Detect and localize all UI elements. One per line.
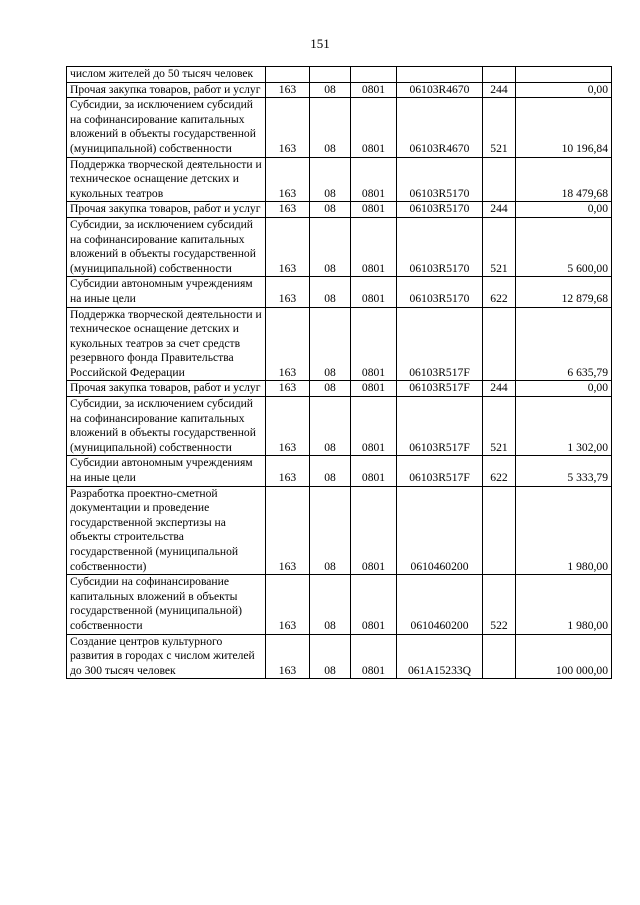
row-ministry-code: 163 bbox=[266, 634, 310, 679]
row-expense-type-code: 522 bbox=[483, 575, 516, 634]
row-expense-type-code: 244 bbox=[483, 82, 516, 98]
row-ministry-code: 163 bbox=[266, 157, 310, 202]
row-expense-type-code: 521 bbox=[483, 397, 516, 456]
row-subsection-code bbox=[351, 67, 397, 83]
row-name: Создание центров культурного развития в городах с числом жителей до 300 тысяч человек bbox=[67, 634, 266, 679]
row-ministry-code: 163 bbox=[266, 217, 310, 276]
row-expense-type-code: 521 bbox=[483, 217, 516, 276]
row-expense-type-code: 622 bbox=[483, 456, 516, 486]
row-name: Прочая закупка товаров, работ и услуг bbox=[67, 82, 266, 98]
row-section-code: 08 bbox=[310, 157, 351, 202]
table-row bbox=[67, 634, 612, 679]
row-target-code: 06103R4670 bbox=[397, 82, 483, 98]
table-row bbox=[67, 67, 612, 83]
row-ministry-code bbox=[266, 67, 310, 83]
row-amount: 18 479,68 bbox=[516, 157, 612, 202]
row-expense-type-code bbox=[483, 307, 516, 381]
row-name: Прочая закупка товаров, работ и услуг bbox=[67, 381, 266, 397]
table-row bbox=[67, 217, 612, 276]
row-ministry-code: 163 bbox=[266, 575, 310, 634]
row-target-code: 06103R5170 bbox=[397, 277, 483, 307]
row-amount: 0,00 bbox=[516, 82, 612, 98]
table-row bbox=[67, 98, 612, 157]
row-amount: 5 600,00 bbox=[516, 217, 612, 276]
row-amount: 10 196,84 bbox=[516, 98, 612, 157]
row-amount: 12 879,68 bbox=[516, 277, 612, 307]
row-target-code: 06103R5170 bbox=[397, 217, 483, 276]
row-expense-type-code bbox=[483, 67, 516, 83]
row-name: числом жителей до 50 тысяч человек bbox=[67, 67, 266, 83]
row-section-code: 08 bbox=[310, 98, 351, 157]
page-number: 151 bbox=[310, 36, 330, 51]
row-ministry-code: 163 bbox=[266, 381, 310, 397]
table-row bbox=[67, 277, 612, 307]
row-target-code: 0610460200 bbox=[397, 486, 483, 575]
row-ministry-code: 163 bbox=[266, 307, 310, 381]
row-section-code: 08 bbox=[310, 277, 351, 307]
row-target-code: 06103R5170 bbox=[397, 157, 483, 202]
row-section-code: 08 bbox=[310, 486, 351, 575]
row-target-code: 06103R517F bbox=[397, 397, 483, 456]
row-amount: 1 980,00 bbox=[516, 575, 612, 634]
budget-table bbox=[66, 66, 612, 679]
row-section-code: 08 bbox=[310, 217, 351, 276]
row-amount: 1 302,00 bbox=[516, 397, 612, 456]
row-target-code: 061A15233Q bbox=[397, 634, 483, 679]
row-section-code: 08 bbox=[310, 575, 351, 634]
row-subsection-code: 0801 bbox=[351, 397, 397, 456]
row-subsection-code: 0801 bbox=[351, 157, 397, 202]
row-subsection-code: 0801 bbox=[351, 217, 397, 276]
row-expense-type-code bbox=[483, 486, 516, 575]
budget-table-body bbox=[67, 67, 612, 679]
row-expense-type-code: 244 bbox=[483, 381, 516, 397]
row-target-code: 06103R517F bbox=[397, 456, 483, 486]
row-amount: 100 000,00 bbox=[516, 634, 612, 679]
row-target-code: 06103R5170 bbox=[397, 202, 483, 218]
row-ministry-code: 163 bbox=[266, 277, 310, 307]
row-expense-type-code bbox=[483, 634, 516, 679]
row-subsection-code: 0801 bbox=[351, 307, 397, 381]
row-name: Разработка проектно-сметной документации и проведение государственной экспертизы на объекты строительства государственной (муниципальной собственности) bbox=[67, 486, 266, 575]
row-subsection-code: 0801 bbox=[351, 381, 397, 397]
row-ministry-code: 163 bbox=[266, 486, 310, 575]
row-name: Субсидии автономным учреждениям на иные цели bbox=[67, 277, 266, 307]
row-name: Субсидии автономным учреждениям на иные цели bbox=[67, 456, 266, 486]
table-row bbox=[67, 202, 612, 218]
row-name: Субсидии, за исключением субсидий на софинансирование капитальных вложений в объекты государственной (муниципальной) собственности bbox=[67, 98, 266, 157]
table-row bbox=[67, 456, 612, 486]
row-ministry-code: 163 bbox=[266, 202, 310, 218]
row-name: Прочая закупка товаров, работ и услуг bbox=[67, 202, 266, 218]
row-amount: 0,00 bbox=[516, 381, 612, 397]
row-expense-type-code: 244 bbox=[483, 202, 516, 218]
row-amount: 6 635,79 bbox=[516, 307, 612, 381]
row-subsection-code: 0801 bbox=[351, 98, 397, 157]
row-section-code: 08 bbox=[310, 381, 351, 397]
row-subsection-code: 0801 bbox=[351, 82, 397, 98]
row-subsection-code: 0801 bbox=[351, 486, 397, 575]
row-name: Поддержка творческой деятельности и техническое оснащение детских и кукольных театров за счет средств резервного фонда Правительства Российской Федерации bbox=[67, 307, 266, 381]
row-section-code: 08 bbox=[310, 456, 351, 486]
row-section-code bbox=[310, 67, 351, 83]
row-subsection-code: 0801 bbox=[351, 277, 397, 307]
table-row bbox=[67, 307, 612, 381]
row-target-code: 06103R4670 bbox=[397, 98, 483, 157]
row-expense-type-code: 521 bbox=[483, 98, 516, 157]
row-target-code: 06103R517F bbox=[397, 381, 483, 397]
row-target-code: 0610460200 bbox=[397, 575, 483, 634]
row-name: Поддержка творческой деятельности и техническое оснащение детских и кукольных театров bbox=[67, 157, 266, 202]
table-row bbox=[67, 157, 612, 202]
table-row bbox=[67, 82, 612, 98]
row-name: Субсидии, за исключением субсидий на софинансирование капитальных вложений в объекты государственной (муниципальной) собственности bbox=[67, 217, 266, 276]
row-section-code: 08 bbox=[310, 397, 351, 456]
row-target-code: 06103R517F bbox=[397, 307, 483, 381]
row-section-code: 08 bbox=[310, 307, 351, 381]
row-subsection-code: 0801 bbox=[351, 575, 397, 634]
row-ministry-code: 163 bbox=[266, 98, 310, 157]
row-amount: 0,00 bbox=[516, 202, 612, 218]
row-section-code: 08 bbox=[310, 202, 351, 218]
row-amount: 5 333,79 bbox=[516, 456, 612, 486]
row-subsection-code: 0801 bbox=[351, 634, 397, 679]
table-row bbox=[67, 575, 612, 634]
row-section-code: 08 bbox=[310, 634, 351, 679]
row-ministry-code: 163 bbox=[266, 82, 310, 98]
table-row bbox=[67, 381, 612, 397]
row-amount: 1 980,00 bbox=[516, 486, 612, 575]
row-subsection-code: 0801 bbox=[351, 202, 397, 218]
row-expense-type-code: 622 bbox=[483, 277, 516, 307]
table-row bbox=[67, 397, 612, 456]
row-target-code bbox=[397, 67, 483, 83]
row-section-code: 08 bbox=[310, 82, 351, 98]
row-name: Субсидии, за исключением субсидий на софинансирование капитальных вложений в объекты государственной (муниципальной) собственности bbox=[67, 397, 266, 456]
row-ministry-code: 163 bbox=[266, 456, 310, 486]
table-row bbox=[67, 486, 612, 575]
row-amount bbox=[516, 67, 612, 83]
row-name: Субсидии на софинансирование капитальных вложений в объекты государственной (муниципальной) собственности bbox=[67, 575, 266, 634]
row-expense-type-code bbox=[483, 157, 516, 202]
row-ministry-code: 163 bbox=[266, 397, 310, 456]
row-subsection-code: 0801 bbox=[351, 456, 397, 486]
